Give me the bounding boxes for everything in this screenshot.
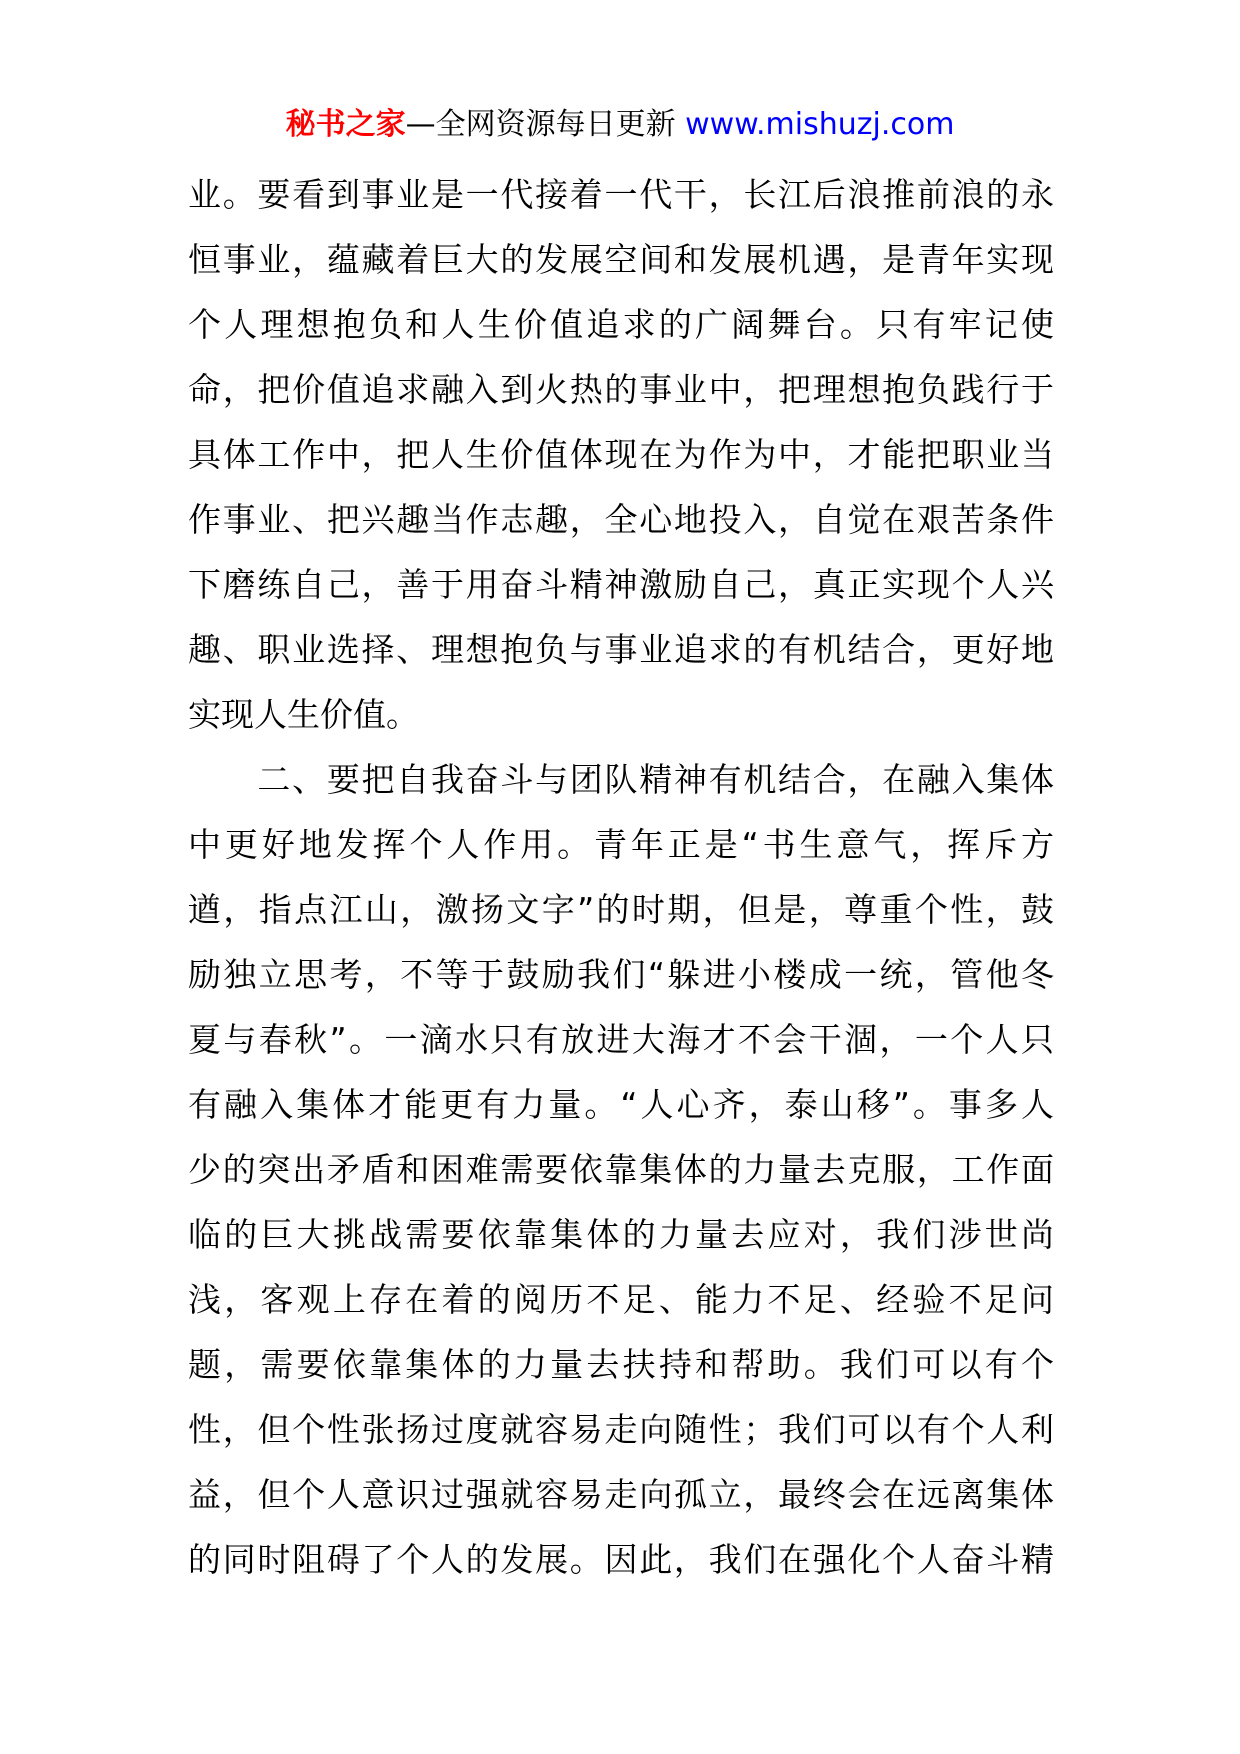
text-line: 实现人生价值。 [188, 695, 419, 734]
text-line: 业。要看到事业是一代接着一代干，长江后浪推前浪的永 [188, 175, 1054, 214]
brand-name: 秘书之家 [285, 107, 406, 142]
page-header [0, 100, 1240, 150]
document-body [188, 162, 1054, 1592]
text-line: 夏与春秋”。一滴水只有放进大海才不会干涸，一个人只 [188, 1020, 1054, 1059]
text-line: 励独立思考，不等于鼓励我们“躲进小楼成一统，管他冬 [188, 955, 1054, 994]
text-line: 益，但个人意识过强就容易走向孤立，最终会在远离集体 [188, 1475, 1054, 1514]
paragraph-1 [188, 162, 1054, 747]
paragraph-2 [188, 747, 1054, 1592]
text-line: 作事业、把兴趣当作志趣，全心地投入，自觉在艰苦条件 [188, 500, 1054, 539]
text-line: 有融入集体才能更有力量。“人心齐，泰山移”。事多人 [188, 1085, 1054, 1124]
text-line: 命，把价值追求融入到火热的事业中，把理想抱负践行于 [188, 370, 1054, 409]
text-line: 中更好地发挥个人作用。青年正是“书生意气，挥斥方 [188, 825, 1054, 864]
text-line: 二、要把自我奋斗与团队精神有机结合，在融入集体 [188, 760, 1054, 799]
text-line: 临的巨大挑战需要依靠集体的力量去应对，我们涉世尚 [188, 1215, 1054, 1254]
text-line: 下磨练自己，善于用奋斗精神激励自己，真正实现个人兴 [188, 565, 1054, 604]
site-url-link[interactable]: www.mishuzj.com [685, 107, 955, 142]
text-line: 题，需要依靠集体的力量去扶持和帮助。我们可以有个 [188, 1345, 1054, 1384]
text-line: 遒，指点江山，激扬文字”的时期，但是，尊重个性，鼓 [188, 890, 1054, 929]
text-line: 恒事业，蕴藏着巨大的发展空间和发展机遇，是青年实现 [188, 240, 1054, 279]
text-line: 少的突出矛盾和困难需要依靠集体的力量去克服，工作面 [188, 1150, 1054, 1189]
text-line: 趣、职业选择、理想抱负与事业追求的有机结合，更好地 [188, 630, 1054, 669]
text-line: 个人理想抱负和人生价值追求的广阔舞台。只有牢记使 [188, 305, 1054, 344]
text-line: 具体工作中，把人生价值体现在为作为中，才能把职业当 [188, 435, 1054, 474]
text-line: 浅，客观上存在着的阅历不足、能力不足、经验不足问 [188, 1280, 1054, 1319]
text-line: 性，但个性张扬过度就容易走向随性；我们可以有个人利 [188, 1410, 1054, 1449]
text-line: 的同时阻碍了个人的发展。因此，我们在强化个人奋斗精 [188, 1540, 1054, 1579]
header-tagline: —全网资源每日更新 [405, 107, 686, 142]
